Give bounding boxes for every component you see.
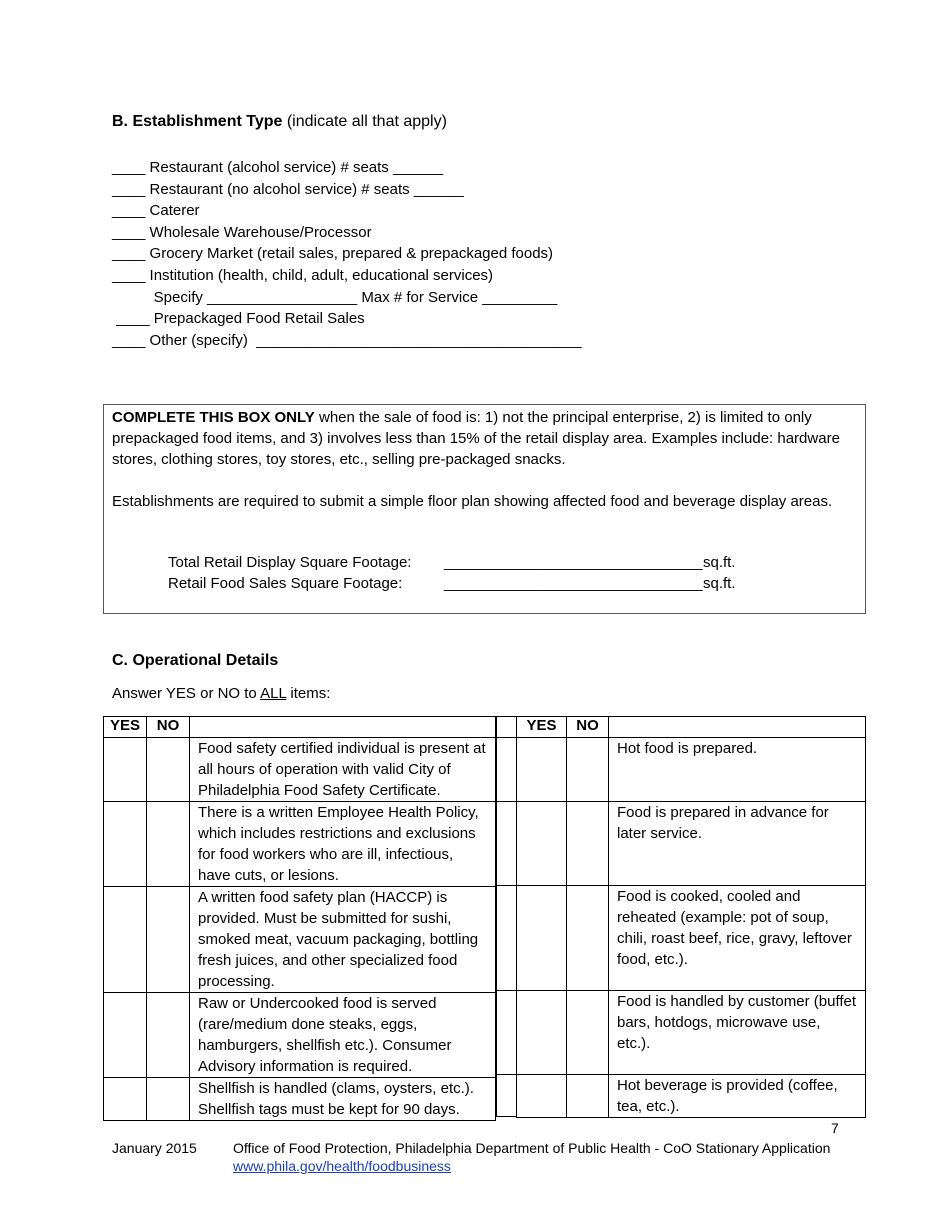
spacer-header: [497, 717, 517, 738]
type-caterer[interactable]: ____ Caterer: [112, 202, 200, 220]
no-cell[interactable]: [567, 886, 609, 991]
type-wholesale[interactable]: ____ Wholesale Warehouse/Processor: [112, 223, 372, 241]
section-c-instructions: [112, 685, 330, 702]
spacer-cell: [497, 991, 517, 1075]
type-prepackaged[interactable]: ____ Prepackaged Food Retail Sales: [112, 310, 365, 328]
yes-cell[interactable]: [517, 738, 567, 802]
item-text: Shellfish is handled (clams, oysters, etc.). Shellfish tags must be kept for 90 days.: [190, 1078, 496, 1121]
item-text: A written food safety plan (HACCP) is provided. Must be submitted for sushi, smoked meat, vacuum packaging, bottling fresh juices, and other specialized food processing.: [190, 887, 496, 993]
footer-office: Office of Food Protection, Philadelphia Department of Public Health - CoO Stationary Application: [233, 1140, 831, 1156]
item-text: There is a written Employee Health Policy, which includes restrictions and exclusions for food workers who are ill, infectious, have cuts, or lesions.: [190, 802, 496, 887]
sq1-unit: sq.ft.: [703, 554, 736, 571]
no-cell[interactable]: [147, 738, 190, 802]
yes-cell[interactable]: [104, 802, 147, 887]
operations-spacer-column: [496, 716, 517, 1117]
no-cell[interactable]: [567, 802, 609, 886]
col-no-header: NO: [147, 717, 190, 738]
box-intro: [112, 407, 857, 470]
yes-cell[interactable]: [104, 1078, 147, 1121]
item-text: Food is handled by customer (buffet bars, hotdogs, microwave use, etc.).: [609, 991, 866, 1075]
section-b-heading: [112, 113, 447, 131]
col-no-header: NO: [567, 717, 609, 738]
footer-link[interactable]: www.phila.gov/health/foodbusiness: [233, 1158, 451, 1174]
no-cell[interactable]: [147, 887, 190, 993]
instr-b: items:: [286, 685, 331, 702]
section-c-heading-text: C. Operational Details: [112, 652, 279, 669]
spacer-cell: [497, 802, 517, 886]
spacer-cell: [497, 886, 517, 991]
col-item-header: [609, 717, 866, 738]
col-item-header: [190, 717, 496, 738]
item-text: Food is cooked, cooled and reheated (example: pot of soup, chili, roast beef, rice, gravy, leftover food, etc.).: [609, 886, 866, 991]
no-cell[interactable]: [147, 802, 190, 887]
item-text: Hot food is prepared.: [609, 738, 866, 802]
instr-a: Answer YES or NO to: [112, 685, 261, 702]
type-other[interactable]: ____ Other (specify) _______________________________________: [112, 331, 582, 349]
no-cell[interactable]: [147, 1078, 190, 1121]
box-intro-bold: COMPLETE THIS BOX ONLY: [112, 409, 315, 426]
spacer-cell: [497, 738, 517, 802]
section-b-heading-bold: B. Establishment Type: [112, 113, 283, 130]
operations-table-right: [516, 716, 866, 1118]
item-text: Food is prepared in advance for later service.: [609, 802, 866, 886]
yes-cell[interactable]: [517, 802, 567, 886]
col-yes-header: YES: [517, 717, 567, 738]
item-text: Food safety certified individual is present at all hours of operation with valid City of Philadelphia Food Safety Certificate.: [190, 738, 496, 802]
type-institution[interactable]: ____ Institution (health, child, adult, educational services): [112, 267, 494, 284]
yes-cell[interactable]: [517, 886, 567, 991]
yes-cell[interactable]: [104, 993, 147, 1078]
sq2-label: Retail Food Sales Square Footage:: [168, 575, 403, 592]
sq1-label: Total Retail Display Square Footage:: [168, 554, 412, 571]
box-floor-plan-note: Establishments are required to submit a simple floor plan showing affected food and beverage display areas.: [112, 493, 833, 510]
type-restaurant-alcohol[interactable]: ____ Restaurant (alcohol service) # seats ______: [112, 159, 444, 176]
yes-cell[interactable]: [517, 991, 567, 1075]
section-c-heading: [112, 652, 278, 670]
instr-all: ALL: [260, 685, 287, 702]
prepackaged-box: [103, 404, 866, 614]
no-cell[interactable]: [567, 738, 609, 802]
item-text: Hot beverage is provided (coffee, tea, etc.).: [609, 1075, 866, 1118]
sq2-unit: sq.ft.: [703, 575, 736, 592]
sq1-field[interactable]: _______________________________: [444, 554, 703, 571]
type-restaurant-no-alcohol[interactable]: ____ Restaurant (no alcohol service) # seats ______: [112, 180, 464, 198]
section-b-heading-note: (indicate all that apply): [282, 113, 447, 130]
item-text: Raw or Undercooked food is served (rare/medium done steaks, eggs, hamburgers, shellfish etc.). Consumer Advisory information is required.: [190, 993, 496, 1078]
yes-cell[interactable]: [104, 887, 147, 993]
box-intro-text: when the sale of food is: 1) not the principal enterprise, 2) is limited to only prepackaged food items, and 3) involves less than 15% of the retail display area. Examples include: hardware stores, clothing stores, toy stores, etc., selling pre-packaged snacks.: [112, 409, 840, 468]
yes-cell[interactable]: [104, 738, 147, 802]
operations-table-left: [103, 716, 496, 1121]
no-cell[interactable]: [147, 993, 190, 1078]
col-yes-header: YES: [104, 717, 147, 738]
page-number: 7: [831, 1120, 839, 1136]
no-cell[interactable]: [567, 1075, 609, 1118]
type-grocery[interactable]: ____ Grocery Market (retail sales, prepared & prepackaged foods): [112, 245, 554, 263]
institution-specify[interactable]: Specify __________________ Max # for Service _________: [112, 288, 558, 306]
footer-date: January 2015: [112, 1140, 197, 1156]
no-cell[interactable]: [567, 991, 609, 1075]
spacer-cell: [497, 1075, 517, 1117]
sq2-field[interactable]: _______________________________: [444, 575, 703, 592]
yes-cell[interactable]: [517, 1075, 567, 1118]
